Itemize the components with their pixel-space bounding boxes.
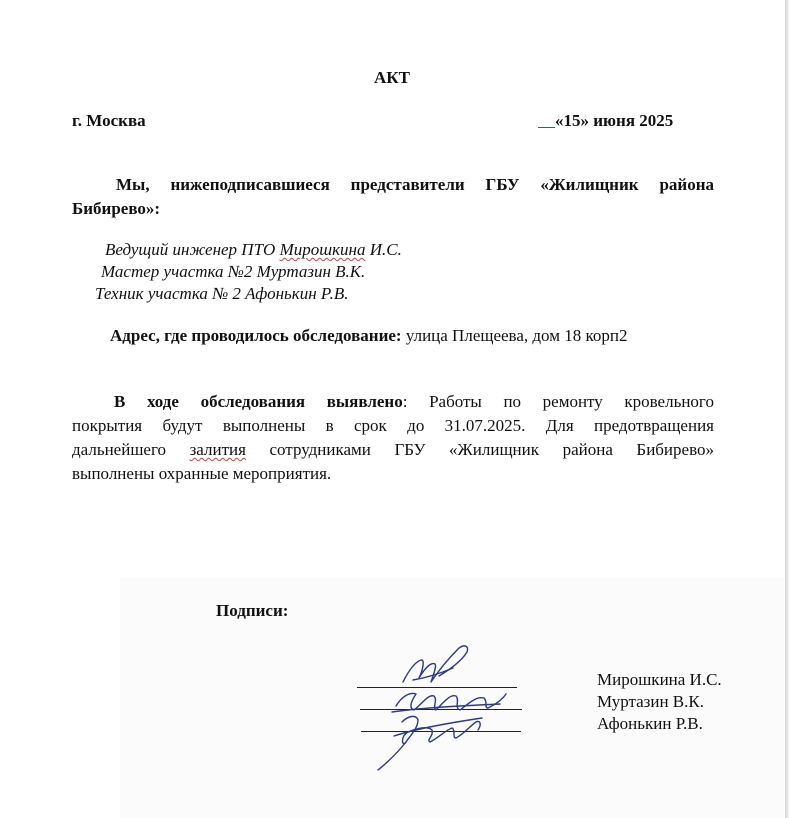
findings-line-3-start: дальнейшего bbox=[72, 440, 190, 459]
findings-line-4: выполнены охранные мероприятия. bbox=[72, 464, 332, 483]
findings-colon: : bbox=[402, 392, 408, 411]
member-1-name: Мирошкина bbox=[279, 240, 366, 259]
date bbox=[538, 111, 673, 131]
date-day: «15» bbox=[555, 111, 589, 130]
address-label: Адрес, где проводилось обследование: bbox=[110, 326, 402, 345]
signatures-heading: Подписи: bbox=[216, 601, 289, 620]
city: г. Москва bbox=[72, 111, 146, 130]
findings-line-3-end: сотрудниками ГБУ «Жилищник района Бибирево» bbox=[245, 440, 714, 459]
findings-label: В ходе обследования выявлено bbox=[114, 392, 403, 411]
address bbox=[110, 326, 627, 346]
findings-line-1 bbox=[72, 390, 714, 414]
findings-line-1-text: Работы по ремонту кровельного bbox=[407, 392, 714, 411]
date-month-year: июня 2025 bbox=[589, 111, 674, 130]
findings-line-2: покрытия будут выполнены в срок до 31.07.2025. Для предотвращения bbox=[72, 416, 714, 435]
signature-name-1: Мирошкина И.С. bbox=[597, 670, 722, 689]
findings-misspelled-word: залития bbox=[189, 440, 246, 459]
intro-paragraph bbox=[72, 173, 714, 221]
member-3: Техник участка № 2 Афонькин Р.В. bbox=[95, 284, 349, 303]
member-2: Мастер участка №2 Муртазин В.К. bbox=[101, 262, 366, 281]
member-1-initials: И.С. bbox=[365, 240, 402, 259]
signature-3-image bbox=[372, 708, 512, 776]
findings-paragraph bbox=[72, 390, 714, 486]
member-1-role: Ведущий инженер ПТО bbox=[105, 240, 280, 259]
signature-name-2: Муртазин В.К. bbox=[597, 692, 704, 711]
date-blank bbox=[538, 111, 555, 130]
intro-line-1: Мы, нижеподписавшиеся представители ГБУ «Жилищник района bbox=[116, 175, 714, 194]
member-1 bbox=[105, 240, 402, 260]
signature-name-3: Афонькин Р.В. bbox=[597, 714, 703, 733]
address-value: улица Плещеева, дом 18 корп2 bbox=[401, 326, 628, 345]
intro-line-2: Бибирево»: bbox=[72, 199, 161, 218]
document-title: АКТ bbox=[374, 68, 410, 87]
page-edge bbox=[785, 0, 789, 818]
findings-line-3 bbox=[72, 438, 714, 462]
